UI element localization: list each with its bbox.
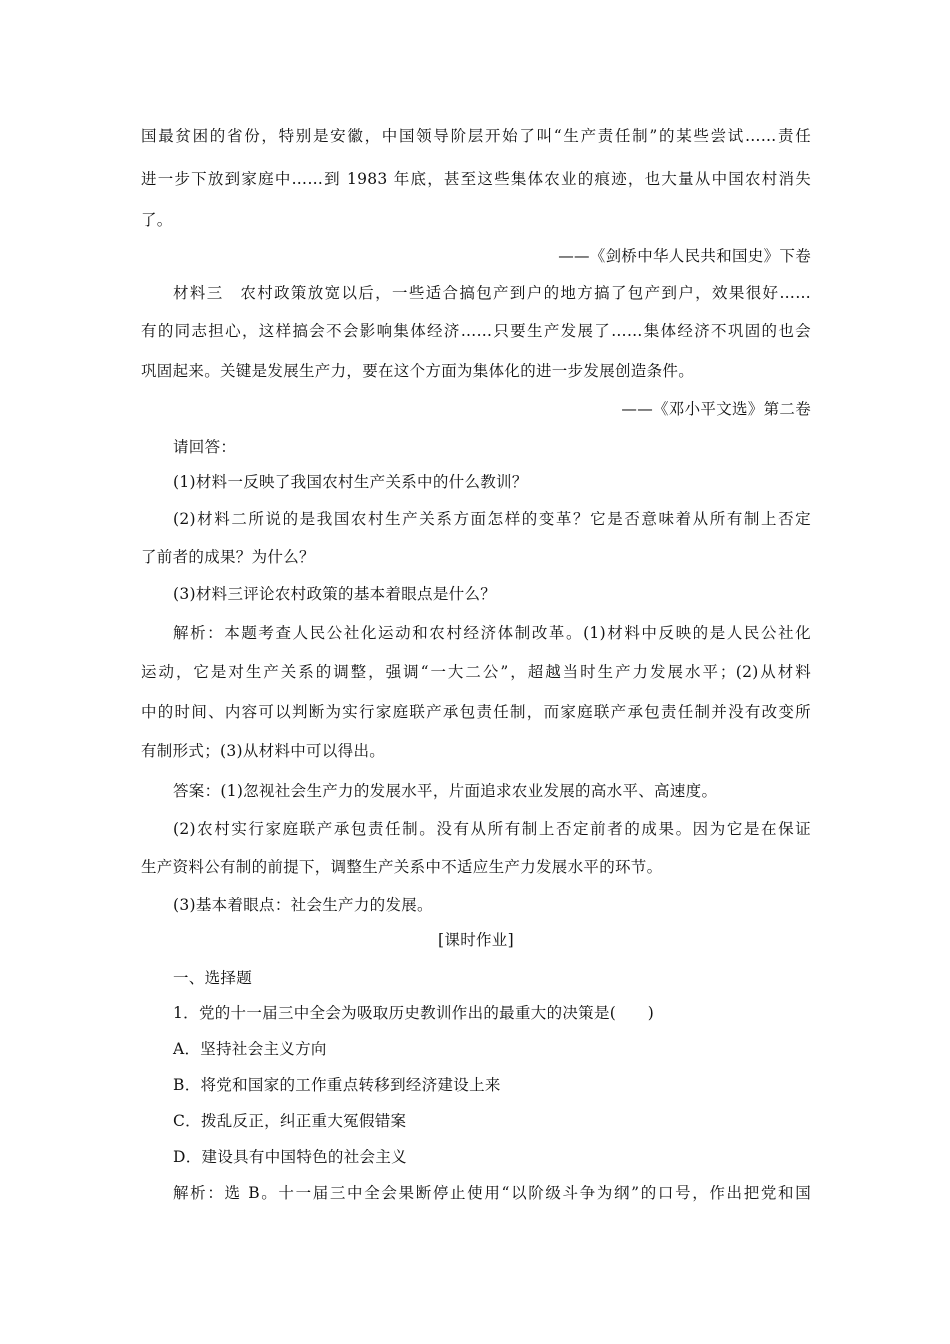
- material3-line-1: 材料三 农村政策放宽以后，一些适合搞包产到户的地方搞了包产到户，效果很好……: [173, 284, 811, 302]
- option-b: B．将党和国家的工作重点转移到经济建设上来: [173, 1076, 501, 1094]
- homework-heading: [课时作业]: [438, 931, 514, 949]
- answer-1: 答案：(1)忽视社会生产力的发展水平，片面追求农业发展的高水平、高速度。: [173, 782, 718, 800]
- material3-line-3: 巩固起来。关键是发展生产力，要在这个方面为集体化的进一步发展创造条件。: [141, 362, 695, 380]
- section-heading: 一、选择题: [173, 969, 253, 987]
- analysis-line-3: 中的时间、内容可以判断为实行家庭联产承包责任制，而家庭联产承包责任制并没有改变所: [141, 703, 811, 721]
- material2-line-1: 国最贫困的省份，特别是安徽，中国领导阶层开始了叫“生产责任制”的某些尝试……责任: [141, 127, 811, 145]
- homework-analysis-line-1: 解析：选 B。十一届三中全会果断停止使用“以阶级斗争为纲”的口号，作出把党和国: [173, 1184, 811, 1202]
- analysis-line-2: 运动，它是对生产关系的调整，强调“一大二公”，超越当时生产力发展水平；(2)从材料: [141, 663, 811, 681]
- analysis-line-4: 有制形式；(3)从材料中可以得出。: [141, 742, 386, 760]
- homework-question-1: 1．党的十一届三中全会为吸取历史教训作出的最重大的决策是( ): [173, 1004, 655, 1022]
- option-c: C．拨乱反正，纠正重大冤假错案: [173, 1112, 407, 1130]
- question-3: (3)材料三评论农村政策的基本着眼点是什么？: [173, 585, 497, 603]
- option-d: D．建设具有中国特色的社会主义: [173, 1148, 407, 1166]
- questions-prompt: 请回答：: [173, 438, 237, 456]
- material2-line-2: 进一步下放到家庭中……到 1983 年底，甚至这些集体农业的痕迹，也大量从中国农村消失: [141, 170, 811, 188]
- analysis-line-1: 解析：本题考查人民公社化运动和农村经济体制改革。(1)材料中反映的是人民公社化: [173, 624, 811, 642]
- answer-2-line-2: 生产资料公有制的前提下，调整生产关系中不适应生产力发展水平的环节。: [141, 858, 663, 876]
- option-a: A．坚持社会主义方向: [173, 1040, 327, 1058]
- answer-2-line-1: (2)农村实行家庭联产承包责任制。没有从所有制上否定前者的成果。因为它是在保证: [173, 820, 811, 838]
- question-1: (1)材料一反映了我国农村生产关系中的什么教训？: [173, 473, 528, 491]
- material2-source: ——《剑桥中华人民共和国史》下卷: [558, 247, 811, 265]
- question-2-line-1: (2)材料二所说的是我国农村生产关系方面怎样的变革？它是否意味着从所有制上否定: [173, 510, 811, 528]
- question-2-line-2: 了前者的成果？为什么？: [141, 548, 315, 566]
- answer-3: (3)基本着眼点：社会生产力的发展。: [173, 896, 433, 914]
- material3-source: ——《邓小平文选》第二卷: [621, 400, 811, 418]
- material2-line-3: 了。: [141, 211, 173, 229]
- material3-line-2: 有的同志担心，这样搞会不会影响集体经济……只要生产发展了……集体经济不巩固的也会: [141, 322, 811, 340]
